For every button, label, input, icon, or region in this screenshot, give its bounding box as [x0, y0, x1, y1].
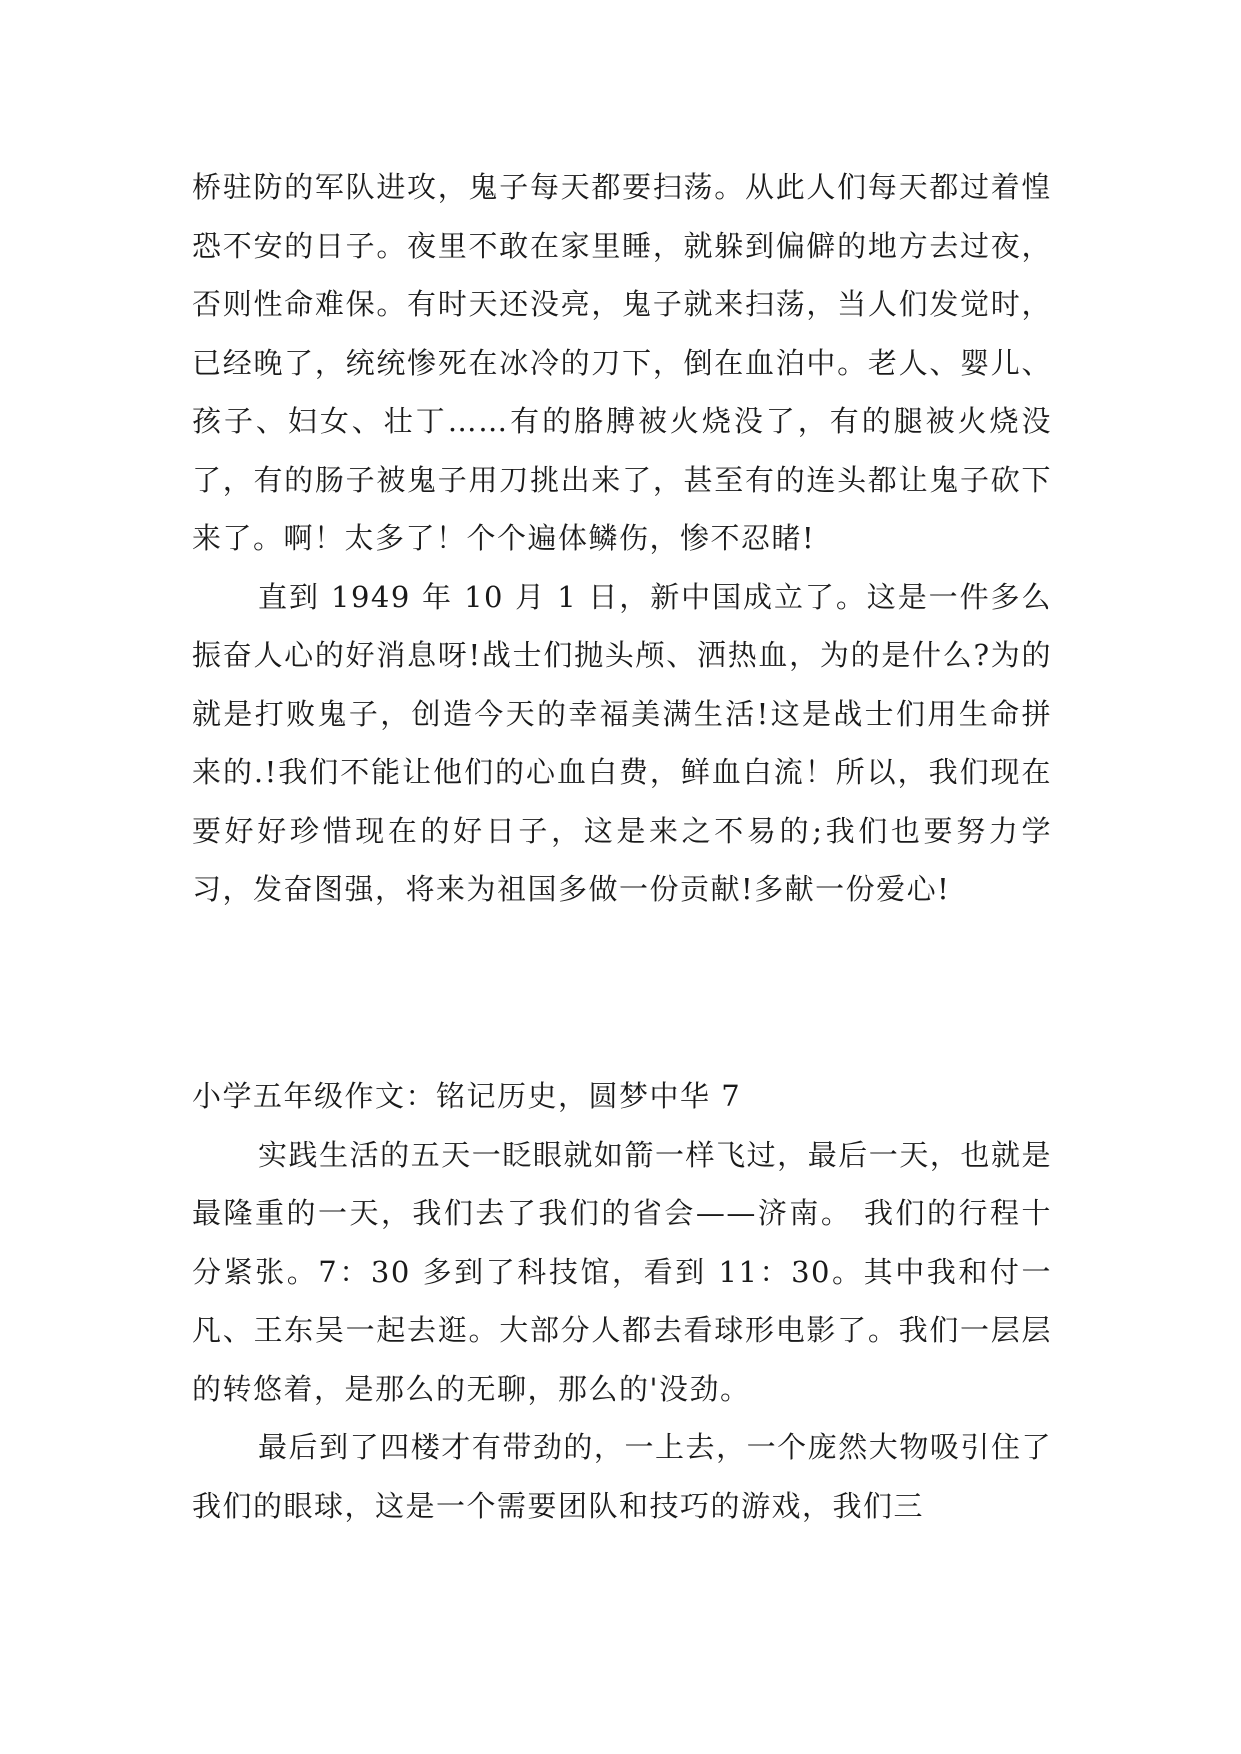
paragraph: 直到 1949 年 10 月 1 日，新中国成立了。这是一件多么振奋人心的好消息呀!战士们抛头颅、洒热血，为的是什么?为的就是打败鬼子，创造今天的幸福美满生活!这是战士们用生命拼来的.!我们不能让他们的心血白费，鲜血白流！所以，我们现在要好好珍惜现在的好日子，这是来之不易的;我们也要努力学习，发奋图强，将来为祖国多做一份贡献!多献一份爱心!	[192, 579, 1052, 906]
paragraph: 桥驻防的军队进攻，鬼子每天都要扫荡。从此人们每天都过着惶恐不安的日子。夜里不敢在家里睡，就躲到偏僻的地方去过夜，否则性命难保。有时天还没亮，鬼子就来扫荡，当人们发觉时，已经晚了，统统惨死在冰冷的刀下，倒在血泊中。老人、婴儿、孩子、妇女、壮丁……有的胳膊被火烧没了，有的腿被火烧没了，有的肠子被鬼子用刀挑出来了，甚至有的连头都让鬼子砍下来了。啊！太多了！个个遍体鳞伤，惨不忍睹!	[192, 170, 1052, 555]
text-block-1	[192, 158, 1052, 919]
paragraph: 实践生活的五天一眨眼就如箭一样飞过，最后一天，也就是最隆重的一天，我们去了我们的省会——济南。 我们的行程十分紧张。7：30 多到了科技馆，看到 11：30。其中我和付一凡、王东吴一起去逛。大部分人都去看球形电影了。我们一层层的转悠着，是那么的无聊，那么的'没劲。	[192, 1137, 1052, 1406]
text-block-2	[192, 1067, 1052, 1535]
section-heading: 小学五年级作文：铭记历史，圆梦中华 7	[192, 1079, 742, 1113]
paragraph: 最后到了四楼才有带劲的，一上去，一个庞然大物吸引住了我们的眼球，这是一个需要团队和技巧的游戏，我们三	[192, 1430, 1052, 1523]
